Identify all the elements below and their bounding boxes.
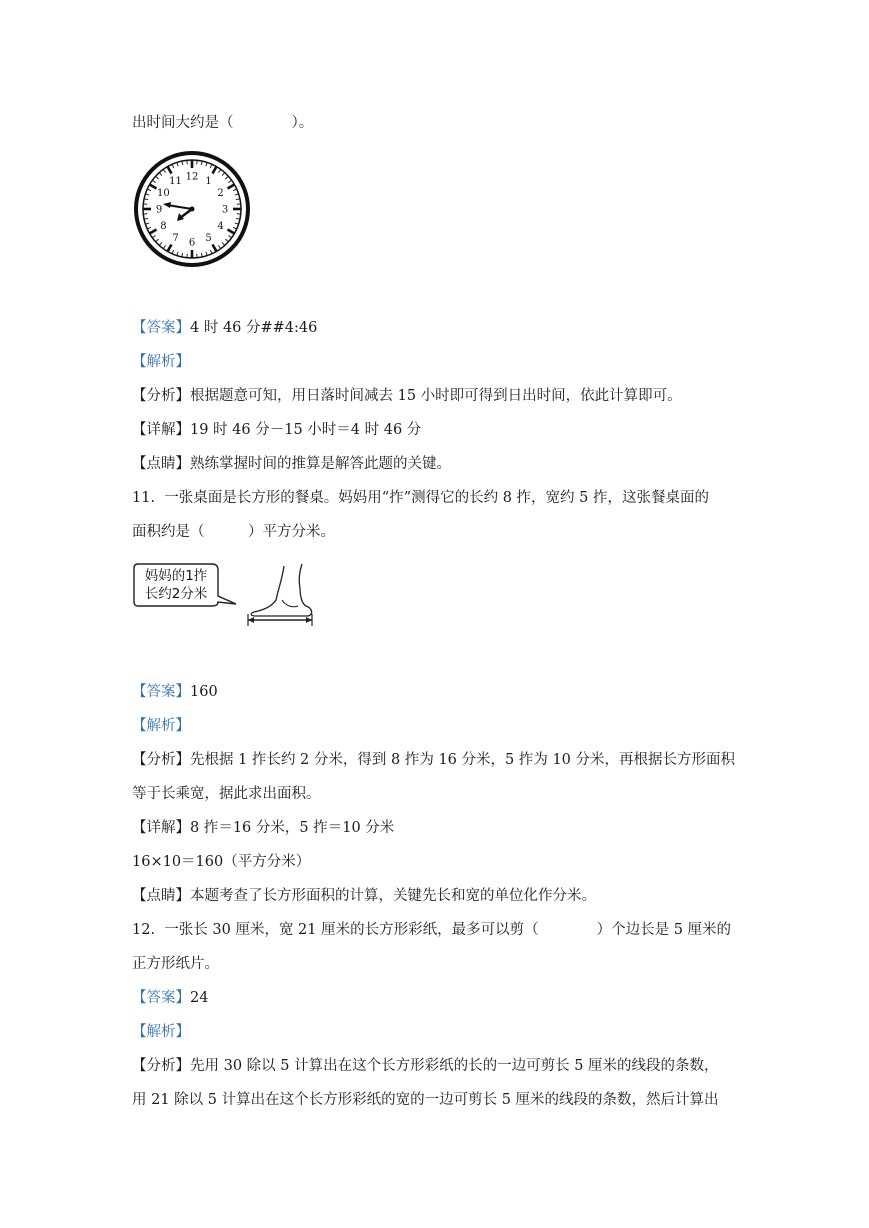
clock-numeral: 9 <box>155 204 163 216</box>
q11-xiangjie-line2: 16×10＝160（平方分米） <box>132 854 311 870</box>
q10-dianjing: 【点睛】熟练掌握时间的推算是解答此题的关键。 <box>132 456 451 472</box>
q11-question-line2: 面积约是（ ）平方分米。 <box>132 524 335 540</box>
q11-dianjing: 【点睛】本题考查了长方形面积的计算，关键先长和宽的单位化作分米。 <box>132 888 596 904</box>
clock-numeral: 11 <box>169 175 182 187</box>
clock-numeral: 7 <box>172 233 179 245</box>
q10-analysis-heading: 【解析】 <box>132 354 190 370</box>
q11-analysis-heading: 【解析】 <box>132 718 190 734</box>
q10-question-tail: 出时间大约是（ ）。 <box>132 115 314 131</box>
q12-fenxi-line2: 用 21 除以 5 计算出在这个长方形彩纸的宽的一边可剪长 5 厘米的线段的条数，然后计算出 <box>132 1092 719 1108</box>
q10-answer: 【答案】4 时 46 分##4:46 <box>132 320 318 336</box>
q12-fenxi-line1: 【分析】先用 30 除以 5 计算出在这个长方形彩纸的长的一边可剪长 5 厘米的线段的条数， <box>132 1058 719 1074</box>
q10-fenxi: 【分析】根据题意可知，用日落时间减去 15 小时即可得到日出时间，依此计算即可。 <box>132 388 682 404</box>
hand-outline <box>251 564 311 616</box>
q12-answer: 【答案】24 <box>132 990 209 1006</box>
bubble-line2: 长约2分米 <box>144 586 208 602</box>
clock-figure <box>133 150 251 268</box>
bubble-line1: 妈妈的1拃 <box>144 568 208 584</box>
q10-xiangjie: 【详解】19 时 46 分－15 小时＝4 时 46 分 <box>132 422 422 438</box>
q11-fenxi-line1: 【分析】先根据 1 拃长约 2 分米，得到 8 拃为 16 分米，5 拃为 10 分米，再根据长方形面积 <box>132 752 736 768</box>
clock-numeral: 2 <box>217 188 224 199</box>
q11-answer: 【答案】160 <box>132 684 218 700</box>
clock-numeral: 5 <box>205 233 212 245</box>
clock-numeral: 12 <box>185 171 199 183</box>
q11-fenxi-line2: 等于长乘宽，据此求出面积。 <box>132 786 321 802</box>
clock-numeral: 8 <box>160 221 167 232</box>
clock-numeral: 3 <box>221 204 229 216</box>
clock-center <box>190 207 195 212</box>
q11-xiangjie-line1: 【详解】8 拃＝16 分米，5 拃＝10 分米 <box>132 820 395 836</box>
clock-numeral: 1 <box>205 175 212 187</box>
q12-question-line2: 正方形纸片。 <box>132 956 219 972</box>
clock-numeral: 6 <box>188 237 196 249</box>
q12-analysis-heading: 【解析】 <box>132 1024 190 1040</box>
clock-numeral: 10 <box>157 188 170 199</box>
clock-numeral: 4 <box>217 221 224 232</box>
q11-question-line1: 11. 一张桌面是长方形的餐桌。妈妈用“拃”测得它的长约 8 拃，宽约 5 拃，这张餐桌面的 <box>132 490 709 506</box>
hand-span-figure <box>132 560 322 630</box>
q12-question-line1: 12. 一张长 30 厘米，宽 21 厘米的长方形彩纸，最多可以剪（ ）个边长是 5 厘米的 <box>132 922 732 938</box>
